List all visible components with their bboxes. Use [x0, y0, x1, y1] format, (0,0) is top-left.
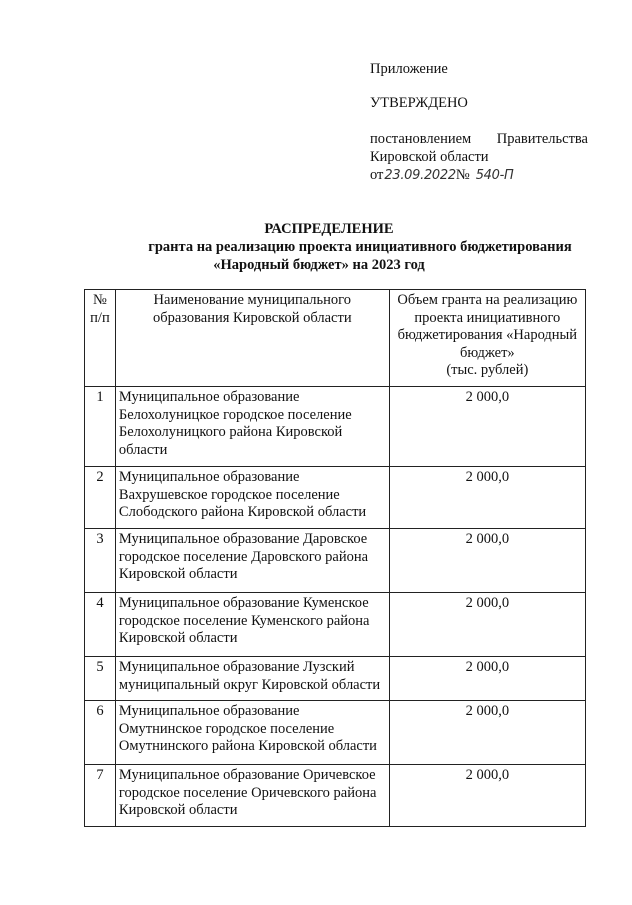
row-amount: 2 000,0	[389, 593, 585, 657]
approval-header	[370, 60, 588, 185]
table-header-row	[85, 290, 586, 387]
header-name: Наименование муниципального образования Кировской области	[115, 290, 389, 387]
row-num: 4	[85, 593, 116, 657]
row-amount: 2 000,0	[389, 701, 585, 765]
row-amount: 2 000,0	[389, 467, 585, 529]
grant-distribution-table	[84, 289, 586, 827]
table-row	[85, 529, 586, 593]
decree-date-handwritten: 23.09.2022	[384, 168, 456, 183]
row-name: Муниципальное образование Оричевское городское поселение Оричевского района Кировской области	[115, 765, 389, 827]
row-name: Муниципальное образование Куменское городское поселение Куменского района Кировской области	[115, 593, 389, 657]
table-row	[85, 701, 586, 765]
table-row	[85, 387, 586, 467]
row-name: Муниципальное образование Вахрушевское городское поселение Слободского района Кировской области	[115, 467, 389, 529]
region-name: Кировской области	[370, 149, 489, 165]
row-name: Муниципальное образование Лузский муниципальный округ Кировской области	[115, 657, 389, 701]
table-row	[85, 467, 586, 529]
title-line-3: «Народный бюджет» на 2023 год	[213, 257, 425, 273]
government-word: Правительства	[496, 131, 588, 147]
row-name: Муниципальное образование Даровское городское поселение Даровского района Кировской области	[115, 529, 389, 593]
row-amount: 2 000,0	[389, 387, 585, 467]
table-row	[85, 657, 586, 701]
approved-label: УТВЕРЖДЕНО	[370, 95, 468, 111]
row-name: Муниципальное образование Белохолуницкое городское поселение Белохолуницкого района Кировской области	[115, 387, 389, 467]
row-num: 2	[85, 467, 116, 529]
row-num: 3	[85, 529, 116, 593]
row-num: 1	[85, 387, 116, 467]
header-amount	[389, 290, 585, 387]
row-amount: 2 000,0	[389, 529, 585, 593]
title-line-1: РАСПРЕДЕЛЕНИЕ	[264, 221, 394, 237]
header-num: № п/п	[85, 290, 116, 387]
row-num: 6	[85, 701, 116, 765]
row-num: 7	[85, 765, 116, 827]
decree-number-handwritten: 540-П	[475, 168, 514, 183]
title-line-2: гранта на реализацию проекта инициативного бюджетирования	[148, 239, 572, 255]
appendix-label: Приложение	[370, 61, 448, 77]
table-row	[85, 765, 586, 827]
decree-date-line	[370, 166, 588, 185]
decree-line	[370, 130, 588, 148]
header-amount-title: Объем гранта на реализацию проекта инициативного бюджетирования «Народный бюджет»	[397, 292, 578, 361]
row-amount: 2 000,0	[389, 657, 585, 701]
table-row	[85, 593, 586, 657]
number-sign: №	[455, 167, 470, 183]
row-num: 5	[85, 657, 116, 701]
header-amount-unit: (тыс. рублей)	[446, 362, 529, 378]
decree-word: постановлением	[370, 131, 472, 147]
date-prefix: от	[370, 167, 384, 183]
document-title	[100, 220, 620, 274]
row-amount: 2 000,0	[389, 765, 585, 827]
row-name: Муниципальное образование Омутнинское городское поселение Омутнинского района Кировской области	[115, 701, 389, 765]
